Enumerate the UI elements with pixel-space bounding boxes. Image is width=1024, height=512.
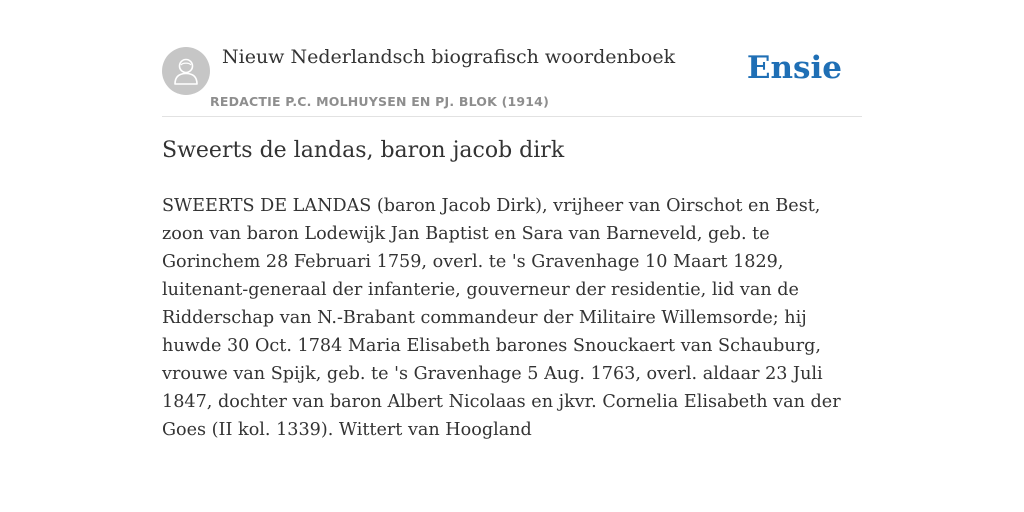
brand-logo[interactable]: Ensie	[746, 50, 842, 86]
source-title[interactable]: Nieuw Nederlandsch biografisch woordenboek	[222, 46, 676, 68]
user-icon	[172, 56, 200, 86]
avatar[interactable]	[162, 47, 210, 95]
source-editors: REDACTIE P.C. MOLHUYSEN EN PJ. BLOK (1914)	[210, 94, 549, 109]
source-header	[162, 44, 862, 117]
entry-body: SWEERTS DE LANDAS (baron Jacob Dirk), vrijheer van Oirschot en Best, zoon van baron Lodewijk Jan Baptist en Sara van Barneveld, geb. te Gorinchem 28 Februari 1759, overl. te 's Gravenhage 10 Maart 1829, luitenant-generaal der infanterie, gouverneur der residentie, lid van de Ridderschap van N.-Brabant commandeur der Militaire Willemsorde; hij huwde 30 Oct. 1784 Maria Elisabeth barones Snouckaert van Schauburg, vrouwe van Spijk, geb. te 's Gravenhage 5 Aug. 1763, overl. aldaar 23 Juli 1847, dochter van baron Albert Nicolaas en jkvr. Cornelia Elisabeth van der Goes (II kol. 1339). Wittert van Hoogland	[162, 196, 841, 440]
entry-title: Sweerts de landas, baron jacob dirk	[162, 138, 565, 163]
